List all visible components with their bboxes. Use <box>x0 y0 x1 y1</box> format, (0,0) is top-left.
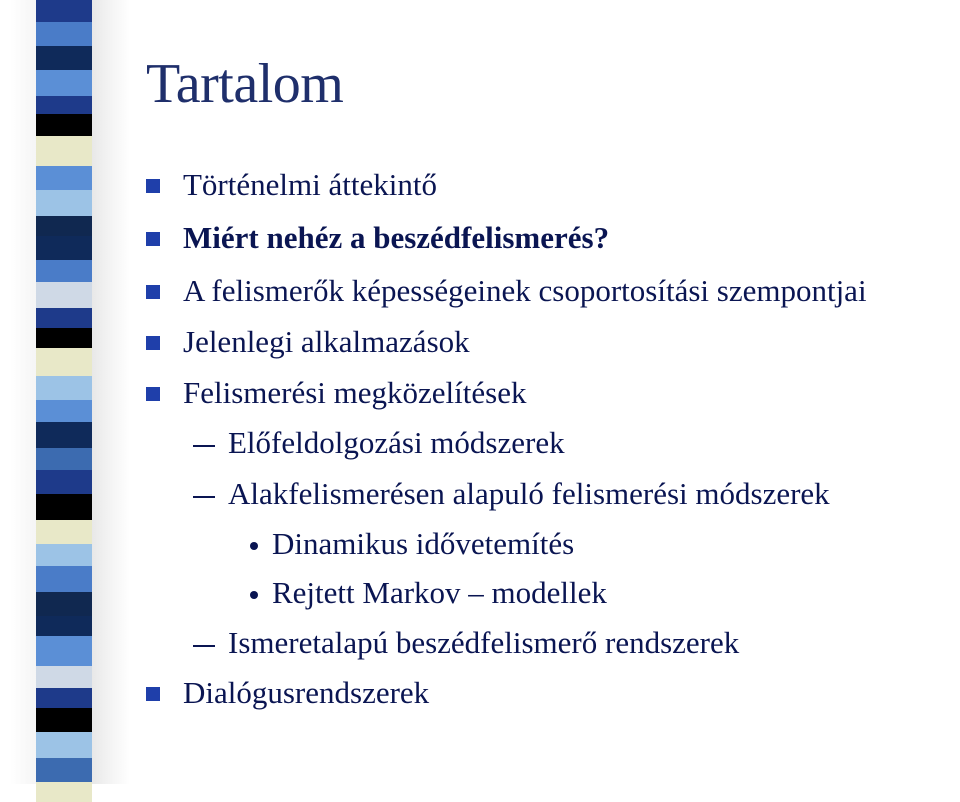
stripe-block <box>36 236 92 260</box>
outline-item-level-3: Rejtett Markov – modellek <box>272 575 607 610</box>
stripe-block <box>36 448 92 470</box>
stripe-block <box>36 70 92 96</box>
stripe-block <box>36 636 92 666</box>
stripe-block <box>36 592 92 616</box>
square-bullet-icon <box>146 232 160 246</box>
stripe-block <box>36 544 92 566</box>
outline-item-level-3: Dinamikus idővetemítés <box>272 526 575 561</box>
stripe-block <box>36 216 92 236</box>
stripe-block <box>36 166 92 190</box>
outline-item-level-1: Történelmi áttekintő <box>183 167 437 202</box>
outline-item-level-1: A felismerők képességeinek csoportosítási szempontjai <box>183 273 867 308</box>
stripe-block <box>36 0 92 22</box>
dash-bullet-icon <box>193 445 215 447</box>
stripe-block <box>36 22 92 46</box>
stripe-block <box>36 520 92 544</box>
square-bullet-icon <box>146 285 160 299</box>
square-bullet-icon <box>146 687 160 701</box>
stripe-block <box>36 758 92 782</box>
slide-title: Tartalom <box>146 53 344 115</box>
stripe-block <box>36 782 92 802</box>
outline-item-level-1: Dialógusrendszerek <box>183 675 430 710</box>
stripe-block <box>36 328 92 348</box>
outline-item-level-2: Alakfelismerésen alapuló felismerési módszerek <box>228 476 830 511</box>
stripe-block <box>36 136 92 166</box>
stripe-block <box>36 494 92 520</box>
stripe-block <box>36 732 92 758</box>
outline-item-level-1: Miért nehéz a beszédfelismerés? <box>183 220 610 255</box>
square-bullet-icon <box>146 336 160 350</box>
stripe-block <box>36 260 92 282</box>
outline-item-level-1: Felismerési megközelítések <box>183 375 527 410</box>
decorative-stripe <box>36 0 92 784</box>
square-bullet-icon <box>146 179 160 193</box>
dot-bullet-icon <box>250 591 258 599</box>
stripe-block <box>36 308 92 328</box>
stripe-block <box>36 422 92 448</box>
dot-bullet-icon <box>250 542 258 550</box>
stripe-block <box>36 114 92 136</box>
stripe-block <box>36 688 92 708</box>
stripe-block <box>36 46 92 70</box>
stripe-block <box>36 96 92 114</box>
stripe-block <box>36 666 92 688</box>
stripe-block <box>36 470 92 494</box>
outline-item-level-2: Ismeretalapú beszédfelismerő rendszerek <box>228 625 740 660</box>
dash-bullet-icon <box>193 496 215 498</box>
square-bullet-icon <box>146 387 160 401</box>
stripe-block <box>36 400 92 422</box>
stripe-block <box>36 376 92 400</box>
stripe-block <box>36 566 92 592</box>
outline-item-level-1: Jelenlegi alkalmazások <box>183 324 470 359</box>
outline-item-level-2: Előfeldolgozási módszerek <box>228 425 565 460</box>
stripe-block <box>36 616 92 636</box>
stripe-block <box>36 282 92 308</box>
stripe-block <box>36 348 92 376</box>
dash-bullet-icon <box>193 645 215 647</box>
stripe-block <box>36 190 92 216</box>
stripe-block <box>36 708 92 732</box>
